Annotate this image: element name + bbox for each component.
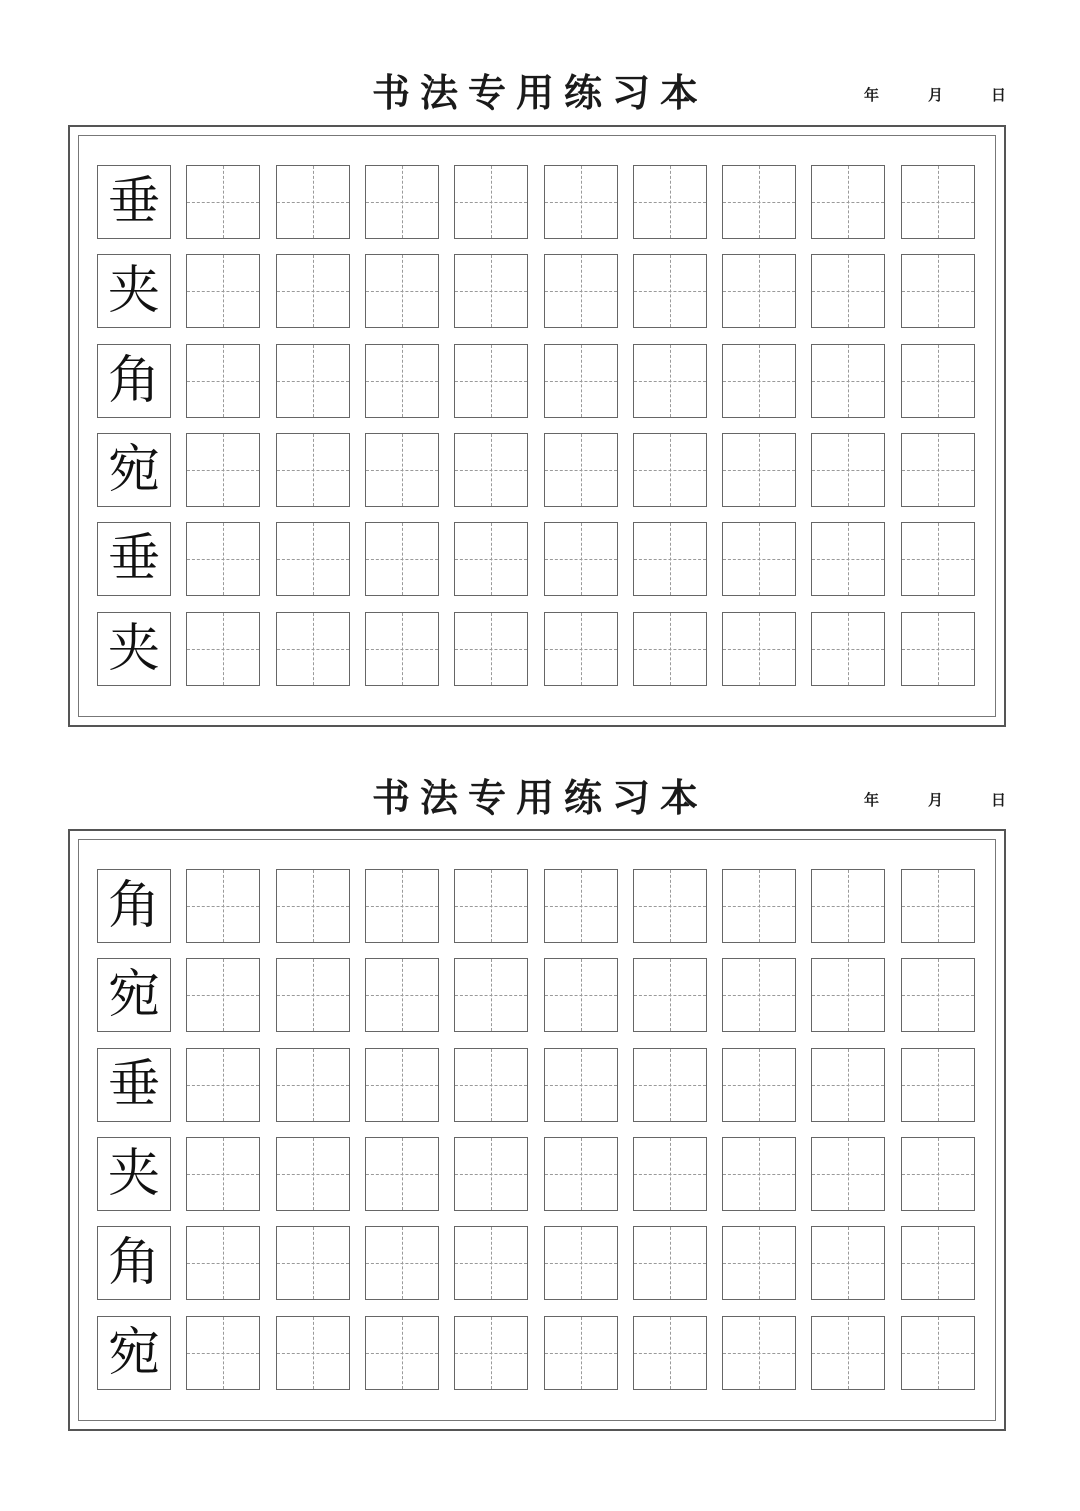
guide-line-horizontal bbox=[634, 291, 706, 292]
guide-line-horizontal bbox=[455, 1174, 527, 1175]
practice-cell bbox=[811, 1137, 885, 1211]
date-day-label: 日 bbox=[991, 791, 1007, 809]
practice-cell bbox=[276, 433, 350, 507]
practice-cell bbox=[544, 344, 618, 418]
practice-cell bbox=[186, 612, 260, 686]
practice-cell bbox=[454, 1048, 528, 1122]
practice-cell bbox=[811, 344, 885, 418]
guide-line-horizontal bbox=[902, 1353, 974, 1354]
guide-line-horizontal bbox=[812, 995, 884, 996]
practice-cell bbox=[633, 522, 707, 596]
practice-cell bbox=[811, 869, 885, 943]
guide-line-horizontal bbox=[902, 202, 974, 203]
practice-cell bbox=[811, 1316, 885, 1390]
guide-line-horizontal bbox=[634, 995, 706, 996]
practice-cell bbox=[365, 344, 439, 418]
practice-cell bbox=[722, 1316, 796, 1390]
model-character-cell bbox=[97, 612, 171, 686]
guide-line-horizontal bbox=[277, 470, 349, 471]
practice-cell bbox=[901, 344, 975, 418]
guide-line-horizontal bbox=[187, 906, 259, 907]
guide-line-horizontal bbox=[187, 1353, 259, 1354]
model-character-cell bbox=[97, 1137, 171, 1211]
practice-cell bbox=[186, 1048, 260, 1122]
practice-cell bbox=[276, 958, 350, 1032]
practice-cell bbox=[454, 1137, 528, 1211]
guide-line-horizontal bbox=[545, 291, 617, 292]
practice-cell bbox=[901, 165, 975, 239]
guide-line-horizontal bbox=[902, 995, 974, 996]
practice-cell bbox=[544, 1226, 618, 1300]
practice-cell bbox=[454, 612, 528, 686]
practice-cell bbox=[365, 165, 439, 239]
practice-cell bbox=[633, 1316, 707, 1390]
model-character-cell bbox=[97, 869, 171, 943]
practice-cell bbox=[276, 1137, 350, 1211]
practice-cell bbox=[186, 344, 260, 418]
model-character: 角 bbox=[107, 876, 160, 936]
practice-cell bbox=[633, 254, 707, 328]
guide-line-horizontal bbox=[723, 470, 795, 471]
model-character-cell bbox=[97, 1048, 171, 1122]
practice-cell bbox=[722, 165, 796, 239]
practice-cell bbox=[365, 522, 439, 596]
guide-line-horizontal bbox=[277, 559, 349, 560]
guide-line-horizontal bbox=[902, 649, 974, 650]
guide-line-horizontal bbox=[187, 559, 259, 560]
practice-cell bbox=[454, 869, 528, 943]
date-day-label: 日 bbox=[991, 86, 1007, 104]
guide-line-horizontal bbox=[634, 649, 706, 650]
model-character-cell bbox=[97, 958, 171, 1032]
practice-cell bbox=[901, 1316, 975, 1390]
practice-cell bbox=[722, 433, 796, 507]
guide-line-horizontal bbox=[366, 381, 438, 382]
guide-line-horizontal bbox=[812, 649, 884, 650]
guide-line-horizontal bbox=[634, 1174, 706, 1175]
practice-cell bbox=[811, 254, 885, 328]
practice-cell bbox=[633, 1048, 707, 1122]
model-character-cell bbox=[97, 1226, 171, 1300]
practice-cell bbox=[454, 958, 528, 1032]
guide-line-horizontal bbox=[366, 470, 438, 471]
guide-line-horizontal bbox=[187, 1085, 259, 1086]
practice-cell bbox=[811, 1226, 885, 1300]
guide-line-horizontal bbox=[812, 470, 884, 471]
practice-cell bbox=[365, 1316, 439, 1390]
practice-cell bbox=[365, 1226, 439, 1300]
guide-line-horizontal bbox=[455, 202, 527, 203]
practice-cell bbox=[722, 1137, 796, 1211]
guide-line-horizontal bbox=[277, 202, 349, 203]
guide-line-horizontal bbox=[455, 906, 527, 907]
model-character-cell bbox=[97, 344, 171, 418]
practice-cell bbox=[276, 254, 350, 328]
guide-line-horizontal bbox=[812, 1263, 884, 1264]
practice-cell bbox=[722, 1048, 796, 1122]
guide-line-horizontal bbox=[455, 559, 527, 560]
guide-line-horizontal bbox=[634, 906, 706, 907]
guide-line-horizontal bbox=[723, 1085, 795, 1086]
guide-line-horizontal bbox=[545, 559, 617, 560]
practice-cell bbox=[811, 433, 885, 507]
guide-line-horizontal bbox=[277, 1263, 349, 1264]
guide-line-horizontal bbox=[723, 1174, 795, 1175]
guide-line-horizontal bbox=[634, 559, 706, 560]
guide-line-horizontal bbox=[187, 202, 259, 203]
guide-line-horizontal bbox=[545, 1353, 617, 1354]
practice-cell bbox=[544, 958, 618, 1032]
practice-cell bbox=[454, 344, 528, 418]
practice-cell bbox=[722, 958, 796, 1032]
practice-cell bbox=[365, 958, 439, 1032]
practice-cell bbox=[544, 254, 618, 328]
practice-cell bbox=[544, 1316, 618, 1390]
guide-line-horizontal bbox=[545, 995, 617, 996]
guide-line-horizontal bbox=[634, 1085, 706, 1086]
practice-cell bbox=[186, 869, 260, 943]
model-character: 宛 bbox=[107, 439, 160, 500]
practice-cell bbox=[633, 433, 707, 507]
guide-line-horizontal bbox=[723, 1353, 795, 1354]
guide-line-horizontal bbox=[187, 649, 259, 650]
guide-line-horizontal bbox=[277, 381, 349, 382]
date-month-label: 月 bbox=[928, 86, 944, 104]
practice-cell bbox=[901, 869, 975, 943]
guide-line-horizontal bbox=[902, 1085, 974, 1086]
guide-line-horizontal bbox=[812, 1353, 884, 1354]
model-character-cell bbox=[97, 522, 171, 596]
model-character: 角 bbox=[107, 350, 160, 411]
guide-line-horizontal bbox=[187, 1174, 259, 1175]
guide-line-horizontal bbox=[277, 1353, 349, 1354]
practice-cell bbox=[633, 344, 707, 418]
practice-cell bbox=[276, 1048, 350, 1122]
guide-line-horizontal bbox=[187, 381, 259, 382]
guide-line-horizontal bbox=[634, 1353, 706, 1354]
practice-cell bbox=[811, 1048, 885, 1122]
practice-cell bbox=[544, 433, 618, 507]
guide-line-horizontal bbox=[723, 381, 795, 382]
guide-line-horizontal bbox=[455, 649, 527, 650]
practice-cell bbox=[276, 1226, 350, 1300]
practice-cell bbox=[722, 869, 796, 943]
practice-cell bbox=[544, 612, 618, 686]
model-character: 夹 bbox=[107, 261, 160, 322]
guide-line-horizontal bbox=[366, 1085, 438, 1086]
model-character: 宛 bbox=[107, 965, 160, 1026]
practice-cell bbox=[633, 958, 707, 1032]
guide-line-horizontal bbox=[723, 906, 795, 907]
guide-line-horizontal bbox=[187, 291, 259, 292]
practice-cell bbox=[454, 1226, 528, 1300]
model-character: 宛 bbox=[107, 1322, 160, 1383]
practice-frame bbox=[68, 829, 1006, 1431]
guide-line-horizontal bbox=[723, 649, 795, 650]
guide-line-horizontal bbox=[902, 470, 974, 471]
practice-cell bbox=[811, 958, 885, 1032]
guide-line-horizontal bbox=[366, 291, 438, 292]
practice-cell bbox=[633, 165, 707, 239]
date-year-label: 年 bbox=[864, 791, 880, 809]
guide-line-horizontal bbox=[723, 995, 795, 996]
guide-line-horizontal bbox=[812, 291, 884, 292]
model-character: 垂 bbox=[107, 172, 160, 232]
practice-cell bbox=[722, 1226, 796, 1300]
practice-cell bbox=[544, 869, 618, 943]
practice-cell bbox=[365, 254, 439, 328]
practice-cell bbox=[186, 254, 260, 328]
guide-line-horizontal bbox=[902, 1174, 974, 1175]
model-character: 角 bbox=[107, 1233, 160, 1294]
guide-line-horizontal bbox=[366, 995, 438, 996]
date-month-label: 月 bbox=[928, 791, 944, 809]
guide-line-horizontal bbox=[634, 381, 706, 382]
practice-cell bbox=[186, 165, 260, 239]
practice-cell bbox=[454, 254, 528, 328]
model-character-cell bbox=[97, 165, 171, 239]
practice-cell bbox=[365, 869, 439, 943]
practice-cell bbox=[633, 1226, 707, 1300]
practice-cell bbox=[276, 1316, 350, 1390]
model-character: 垂 bbox=[107, 529, 160, 590]
guide-line-horizontal bbox=[366, 202, 438, 203]
practice-cell bbox=[633, 869, 707, 943]
guide-line-horizontal bbox=[187, 1263, 259, 1264]
guide-line-horizontal bbox=[723, 202, 795, 203]
guide-line-horizontal bbox=[812, 906, 884, 907]
guide-line-horizontal bbox=[902, 1263, 974, 1264]
practice-cell bbox=[276, 522, 350, 596]
model-character: 夹 bbox=[107, 618, 160, 679]
sheet-title: 书法专用练习本 bbox=[371, 70, 708, 115]
model-character-cell bbox=[97, 1316, 171, 1390]
guide-line-horizontal bbox=[545, 381, 617, 382]
model-character: 夹 bbox=[107, 1143, 160, 1204]
practice-cell bbox=[186, 433, 260, 507]
guide-line-horizontal bbox=[545, 1174, 617, 1175]
model-character-cell bbox=[97, 433, 171, 507]
practice-cell bbox=[722, 344, 796, 418]
model-character: 垂 bbox=[107, 1054, 160, 1115]
practice-cell bbox=[454, 165, 528, 239]
practice-cell bbox=[722, 522, 796, 596]
practice-cell bbox=[901, 1048, 975, 1122]
practice-cell bbox=[633, 612, 707, 686]
practice-cell bbox=[544, 522, 618, 596]
practice-cell bbox=[454, 1316, 528, 1390]
practice-cell bbox=[276, 869, 350, 943]
guide-line-horizontal bbox=[634, 1263, 706, 1264]
guide-line-horizontal bbox=[545, 202, 617, 203]
practice-cell bbox=[901, 1137, 975, 1211]
practice-cell bbox=[365, 1137, 439, 1211]
practice-cell bbox=[276, 612, 350, 686]
practice-cell bbox=[901, 612, 975, 686]
guide-line-horizontal bbox=[455, 470, 527, 471]
guide-line-horizontal bbox=[455, 995, 527, 996]
practice-cell bbox=[722, 254, 796, 328]
practice-cell bbox=[901, 522, 975, 596]
guide-line-horizontal bbox=[634, 470, 706, 471]
practice-cell bbox=[544, 1048, 618, 1122]
practice-cell bbox=[186, 958, 260, 1032]
guide-line-horizontal bbox=[277, 291, 349, 292]
guide-line-horizontal bbox=[812, 1174, 884, 1175]
guide-line-horizontal bbox=[366, 906, 438, 907]
practice-cell bbox=[454, 433, 528, 507]
practice-cell bbox=[365, 612, 439, 686]
guide-line-horizontal bbox=[812, 559, 884, 560]
practice-cell bbox=[544, 1137, 618, 1211]
guide-line-horizontal bbox=[277, 995, 349, 996]
guide-line-horizontal bbox=[723, 559, 795, 560]
guide-line-horizontal bbox=[812, 202, 884, 203]
practice-cell bbox=[186, 1226, 260, 1300]
practice-cell bbox=[901, 958, 975, 1032]
practice-cell bbox=[365, 433, 439, 507]
practice-cell bbox=[901, 254, 975, 328]
practice-cell bbox=[722, 612, 796, 686]
practice-cell bbox=[186, 1316, 260, 1390]
guide-line-horizontal bbox=[812, 381, 884, 382]
guide-line-horizontal bbox=[187, 995, 259, 996]
practice-cell bbox=[633, 1137, 707, 1211]
practice-cell bbox=[186, 1137, 260, 1211]
guide-line-horizontal bbox=[723, 1263, 795, 1264]
practice-cell bbox=[811, 612, 885, 686]
guide-line-horizontal bbox=[187, 470, 259, 471]
guide-line-horizontal bbox=[277, 906, 349, 907]
guide-line-horizontal bbox=[277, 649, 349, 650]
guide-line-horizontal bbox=[545, 649, 617, 650]
guide-line-horizontal bbox=[902, 381, 974, 382]
guide-line-horizontal bbox=[455, 381, 527, 382]
guide-line-horizontal bbox=[545, 470, 617, 471]
guide-line-horizontal bbox=[545, 1085, 617, 1086]
guide-line-horizontal bbox=[366, 1353, 438, 1354]
practice-cell bbox=[276, 165, 350, 239]
sheet-title: 书法专用练习本 bbox=[371, 775, 708, 820]
guide-line-horizontal bbox=[366, 1174, 438, 1175]
date-year-label: 年 bbox=[864, 86, 880, 104]
guide-line-horizontal bbox=[812, 1085, 884, 1086]
guide-line-horizontal bbox=[455, 291, 527, 292]
practice-cell bbox=[454, 522, 528, 596]
practice-cell bbox=[901, 433, 975, 507]
practice-cell bbox=[544, 165, 618, 239]
guide-line-horizontal bbox=[366, 559, 438, 560]
guide-line-horizontal bbox=[277, 1085, 349, 1086]
guide-line-horizontal bbox=[723, 291, 795, 292]
guide-line-horizontal bbox=[634, 202, 706, 203]
guide-line-horizontal bbox=[902, 559, 974, 560]
practice-cell bbox=[901, 1226, 975, 1300]
guide-line-horizontal bbox=[366, 1263, 438, 1264]
practice-cell bbox=[811, 522, 885, 596]
guide-line-horizontal bbox=[545, 906, 617, 907]
practice-cell bbox=[276, 344, 350, 418]
guide-line-horizontal bbox=[902, 906, 974, 907]
model-character-cell bbox=[97, 254, 171, 328]
practice-cell bbox=[811, 165, 885, 239]
guide-line-horizontal bbox=[455, 1353, 527, 1354]
guide-line-horizontal bbox=[366, 649, 438, 650]
guide-line-horizontal bbox=[455, 1085, 527, 1086]
practice-cell bbox=[186, 522, 260, 596]
practice-cell bbox=[365, 1048, 439, 1122]
guide-line-horizontal bbox=[902, 291, 974, 292]
guide-line-horizontal bbox=[545, 1263, 617, 1264]
practice-frame bbox=[68, 125, 1006, 727]
guide-line-horizontal bbox=[455, 1263, 527, 1264]
guide-line-horizontal bbox=[277, 1174, 349, 1175]
